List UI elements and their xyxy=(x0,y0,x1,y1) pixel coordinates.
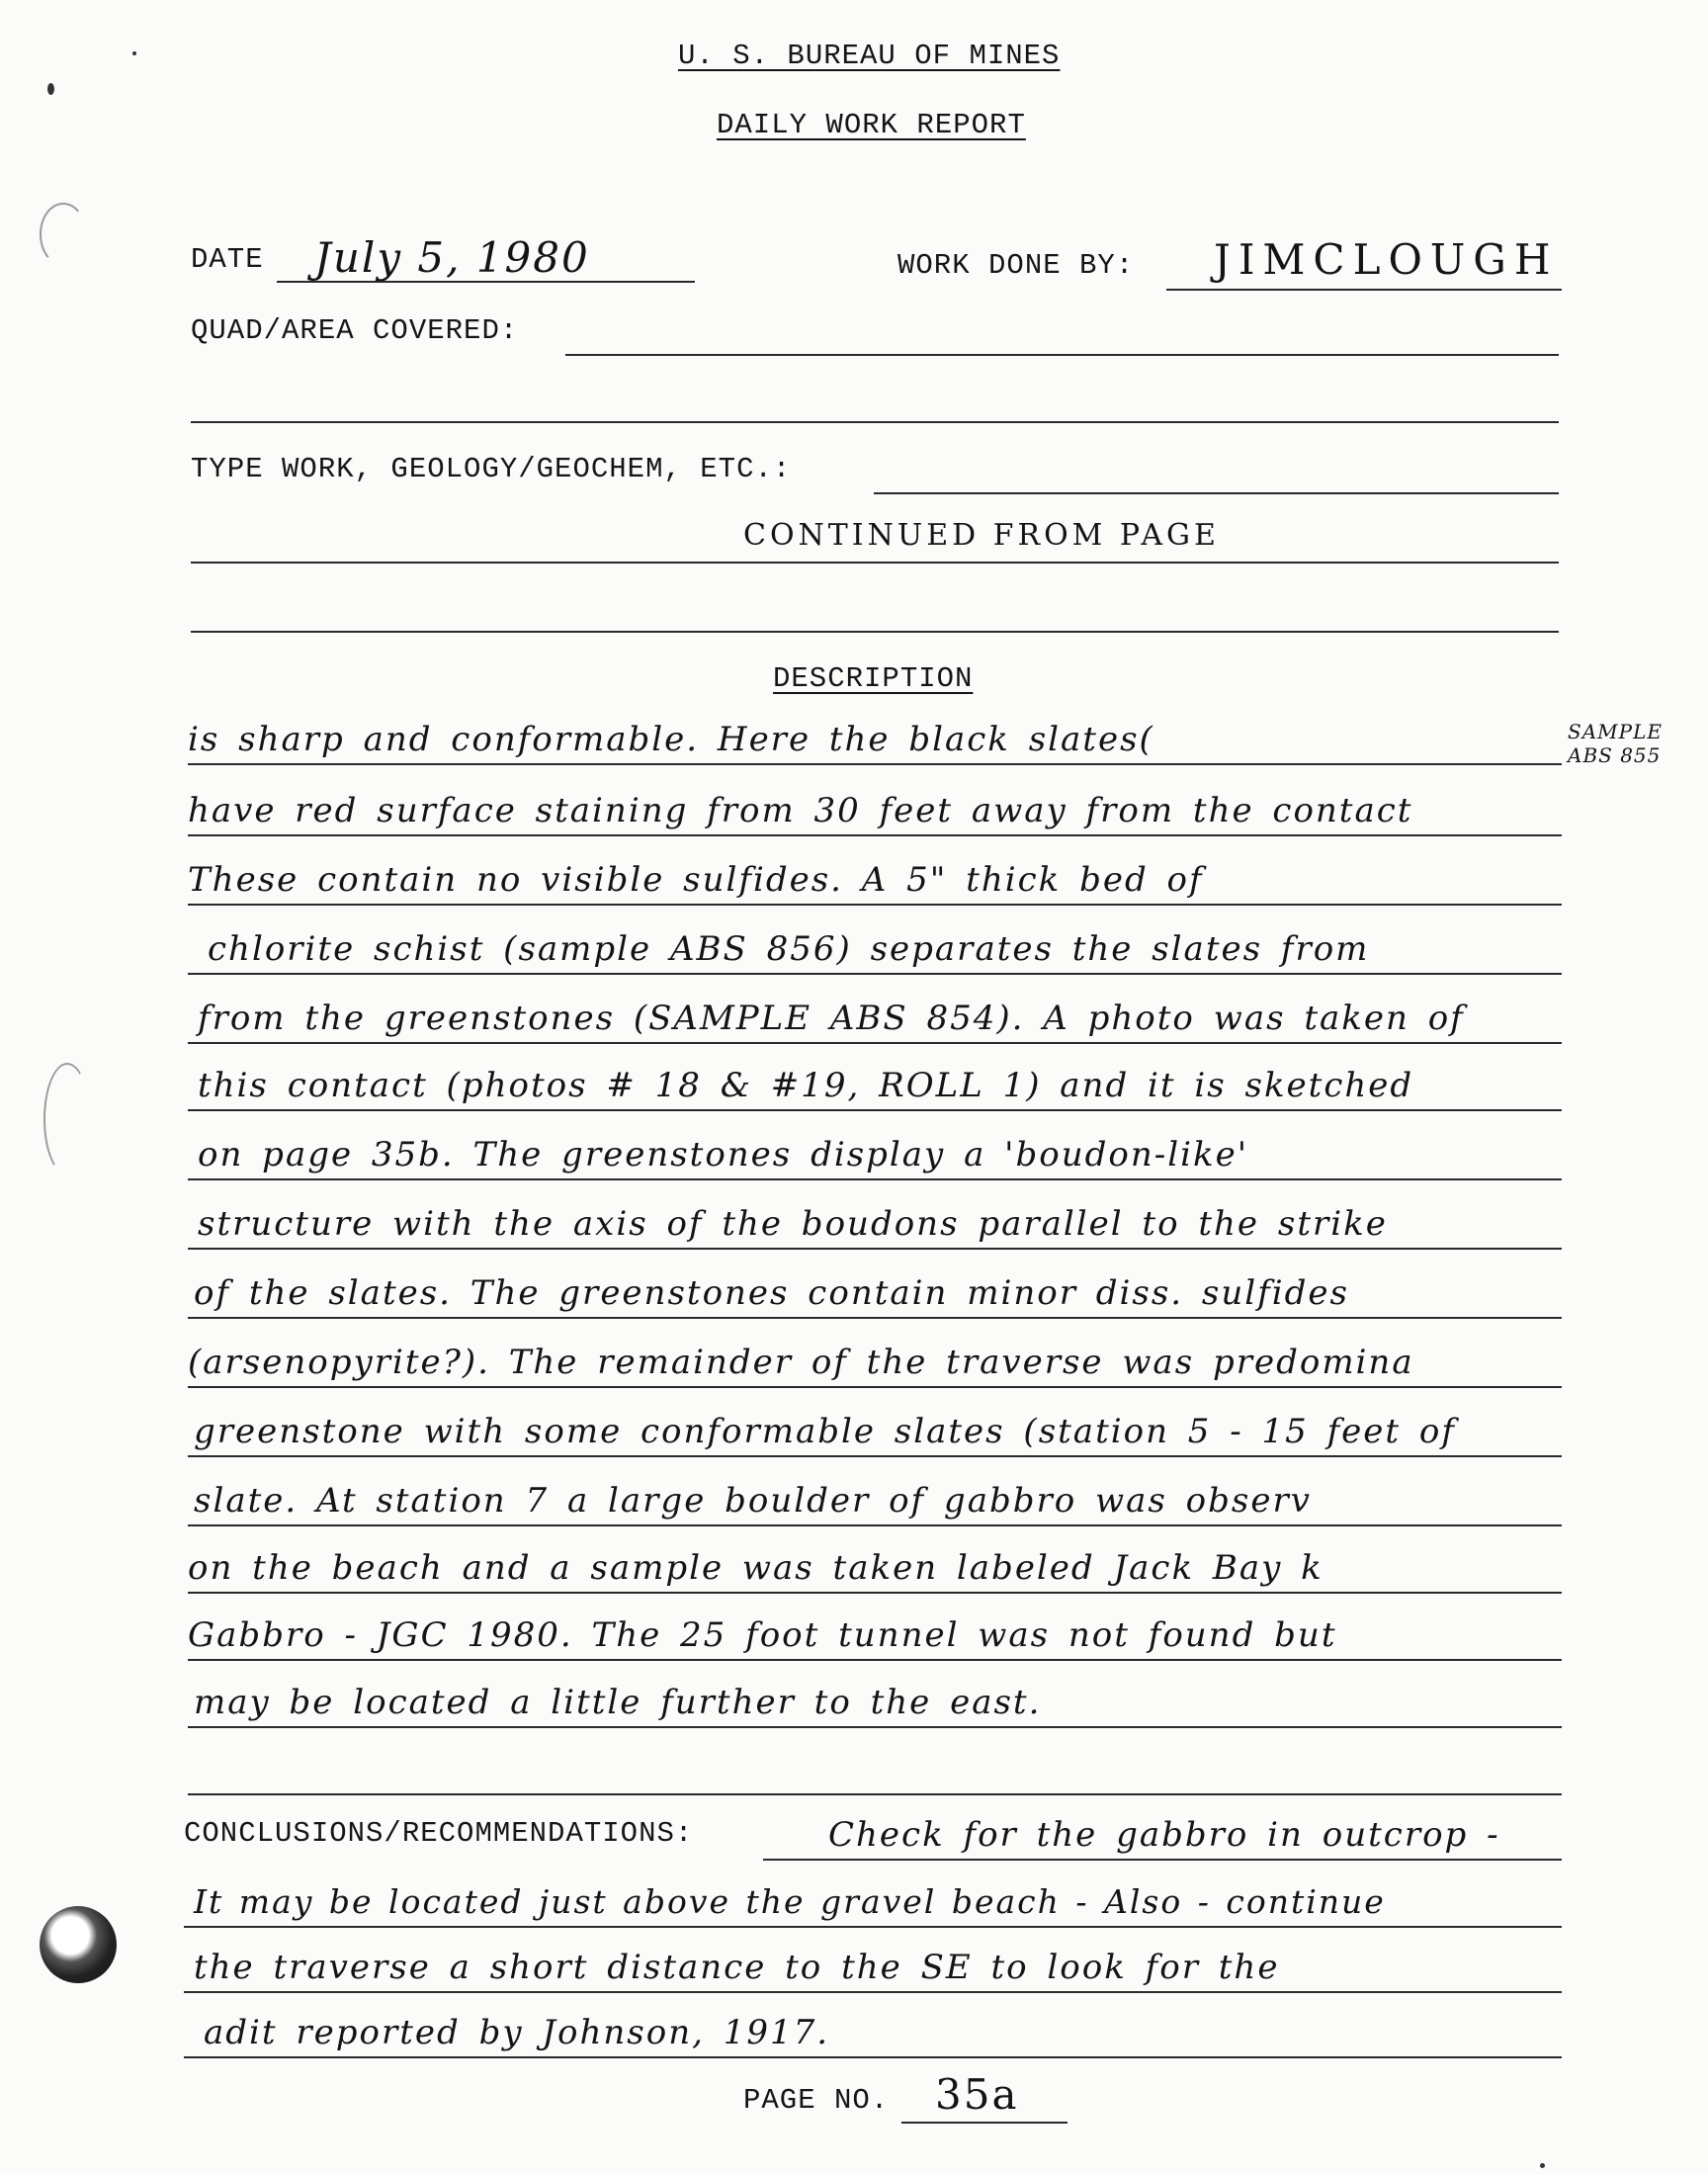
type-work-line-3 xyxy=(191,631,1559,633)
description-line-3 xyxy=(188,904,1562,906)
description-text-line-8: structure with the axis of the boudons parallel to the strike xyxy=(198,1204,1388,1244)
description-text-line-3: These contain no visible sulfides. A 5" thick bed of xyxy=(188,860,1204,900)
type-work-line-2 xyxy=(191,562,1559,564)
description-line-10 xyxy=(188,1386,1562,1388)
description-text-line-15: may be located a little further to the east. xyxy=(194,1683,1042,1722)
punch-hole-top xyxy=(40,203,87,266)
description-line-6 xyxy=(188,1109,1562,1111)
description-line-12 xyxy=(188,1524,1562,1526)
work-done-by-value: JIMCLOUGH xyxy=(1214,235,1559,284)
description-text-line-2: have red surface staining from 30 feet away from the contact xyxy=(188,791,1413,830)
type-work-line xyxy=(874,492,1559,494)
punch-hole-bottom xyxy=(40,1906,117,1983)
description-line-15 xyxy=(188,1726,1562,1728)
description-line-7 xyxy=(188,1178,1562,1180)
description-text-line-11: greenstone with some conformable slates (station 5 - 15 feet of xyxy=(194,1412,1456,1451)
description-text-line-10: (arsenopyrite?). The remainder of the traverse was predomina xyxy=(188,1343,1414,1382)
quad-area-line-2 xyxy=(191,421,1559,423)
quad-area-label: QUAD/AREA COVERED: xyxy=(191,314,519,347)
description-line-8 xyxy=(188,1248,1562,1250)
description-line-4 xyxy=(188,973,1562,975)
page-number-label: PAGE NO. xyxy=(743,2084,890,2117)
description-text-line-12: slate. At station 7 a large boulder of gabbro was observ xyxy=(194,1481,1312,1521)
date-value: July 5, 1980 xyxy=(314,233,590,282)
agency-title: U. S. BUREAU OF MINES xyxy=(678,40,1061,72)
description-line-1 xyxy=(188,763,1562,765)
conclusions-line-1 xyxy=(763,1859,1562,1861)
description-line-16 xyxy=(188,1793,1562,1795)
conclusions-text-line-3: the traverse a short distance to the SE to look for the xyxy=(194,1948,1280,1987)
description-text-line-5: from the greenstones (SAMPLE ABS 854). A photo was taken of xyxy=(198,999,1465,1038)
type-work-label: TYPE WORK, GEOLOGY/GEOCHEM, ETC.: xyxy=(191,453,792,485)
description-text-line-4: chlorite schist (sample ABS 856) separates the slates from xyxy=(208,929,1370,969)
conclusions-line-3 xyxy=(184,1991,1562,1993)
description-line-13 xyxy=(188,1592,1562,1594)
punch-hole-middle xyxy=(43,1063,91,1175)
description-text-line-9: of the slates. The greenstones contain minor diss. sulfides xyxy=(194,1273,1349,1313)
description-text-line-13: on the beach and a sample was taken labeled Jack Bay k xyxy=(188,1548,1324,1588)
scan-speck xyxy=(47,83,54,95)
conclusions-text-line-4: adit reported by Johnson, 1917. xyxy=(204,2013,830,2052)
description-text-line-1: is sharp and conformable. Here the black slates( xyxy=(188,720,1154,759)
description-text-line-14: Gabbro - JGC 1980. The 25 foot tunnel was not found but xyxy=(188,1615,1337,1655)
description-line-9 xyxy=(188,1317,1562,1319)
description-text-line-6: this contact (photos # 18 & #19, ROLL 1) and it is sketched xyxy=(198,1066,1414,1105)
margin-note-sample-line-2: ABS 855 xyxy=(1568,743,1662,767)
conclusions-label: CONCLUSIONS/RECOMMENDATIONS: xyxy=(184,1817,694,1850)
margin-note-sample-line-1: SAMPLE xyxy=(1568,720,1663,743)
description-text-line-7: on page 35b. The greenstones display a 'boudon-like' xyxy=(198,1135,1249,1174)
description-heading: DESCRIPTION xyxy=(773,662,974,695)
conclusions-text-line-2: It may be located just above the gravel beach - Also - continue xyxy=(194,1882,1386,1921)
conclusions-line-4 xyxy=(184,2056,1562,2058)
description-line-14 xyxy=(188,1659,1562,1661)
page-number-value: 35a xyxy=(935,2070,1019,2119)
conclusions-line-2 xyxy=(184,1926,1562,1928)
quad-area-line xyxy=(565,354,1559,356)
scan-speck xyxy=(1540,2163,1545,2168)
date-label: DATE xyxy=(191,243,264,276)
description-line-2 xyxy=(188,834,1562,836)
page-number-line xyxy=(901,2122,1068,2124)
work-done-by-line xyxy=(1166,289,1562,291)
type-work-value-line2: CONTINUED FROM PAGE xyxy=(743,518,1220,553)
form-title: DAILY WORK REPORT xyxy=(717,109,1026,141)
conclusions-text-line-1: Check for the gabbro in outcrop - xyxy=(828,1815,1500,1855)
work-done-by-label: WORK DONE BY: xyxy=(897,249,1135,282)
description-line-5 xyxy=(188,1042,1562,1044)
description-line-11 xyxy=(188,1455,1562,1457)
scan-speck xyxy=(132,51,136,55)
